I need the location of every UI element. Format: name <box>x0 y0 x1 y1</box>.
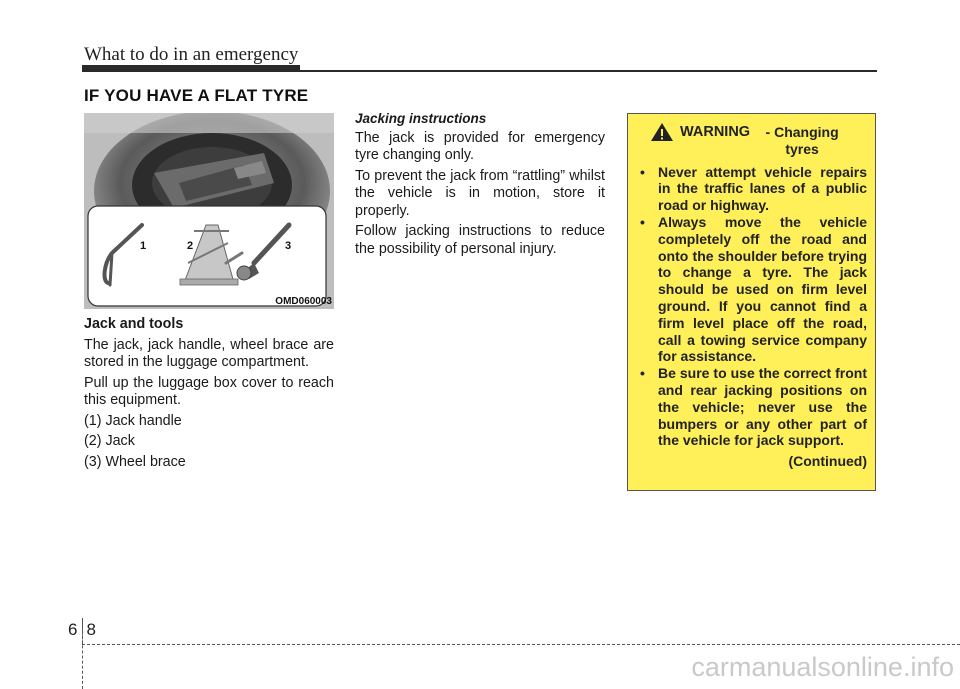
watermark: carmanualsonline.info <box>691 652 954 682</box>
section-heading: IF YOU HAVE A FLAT TYRE <box>84 86 309 105</box>
warning-list <box>638 164 867 450</box>
figure-code: OMD060003 <box>275 296 332 307</box>
list-item: (2) Jack <box>84 433 135 449</box>
jack-tools-subheading: Jack and tools <box>84 316 184 332</box>
middle-column <box>355 110 605 261</box>
list-item <box>638 164 867 214</box>
header-rule-thick <box>82 65 300 72</box>
list-item: (1) Jack handle <box>84 412 182 429</box>
jack-tools-illustration <box>84 113 334 309</box>
callout-3: 3 <box>285 240 292 252</box>
list-item-text: Be sure to use the correct front and rear jacking positions on the vehicle; never use the bumpers or any other part of the vehicle for jack support. <box>658 365 867 449</box>
paragraph: The jack is provided for emergency tyre changing only. <box>355 129 605 163</box>
warning-subtitle: - Changing tyres <box>765 124 839 157</box>
footer-vertical-rule <box>82 620 83 689</box>
footer-rule <box>82 644 960 645</box>
callout-1: 1 <box>140 240 147 252</box>
header-rule-thin <box>300 70 877 72</box>
paragraph: The jack, jack handle, wheel brace are stored in the luggage compartment. <box>84 336 334 370</box>
list-item: (3) Wheel brace <box>84 453 186 470</box>
header-title: What to do in an emergency <box>84 44 299 65</box>
warning-continued: (Continued) <box>788 453 867 470</box>
warning-header <box>638 124 867 158</box>
bullet-icon: • <box>640 163 645 180</box>
jacking-instructions-subheading: Jacking instructions <box>355 111 487 126</box>
bullet-icon: • <box>640 213 645 230</box>
list-item <box>638 214 867 365</box>
left-column <box>84 316 334 474</box>
list-item-text: Never attempt vehicle repairs in the traffic lanes of a public road or highway. <box>658 163 867 214</box>
paragraph: Pull up the luggage box cover to reach this equipment. <box>84 374 334 408</box>
list-item-text: Always move the vehicle completely off the road and onto the shoulder before trying to change a tyre. The jack should be used on firm level ground. If you cannot find a firm level place off the road, call a towing service company for assistance. <box>658 213 867 365</box>
jack-tools-photo <box>84 113 334 309</box>
warning-label: WARNING <box>680 124 751 140</box>
warning-triangle-icon <box>650 122 674 142</box>
paragraph: To prevent the jack from “rattling” whilst the vehicle is in motion, store it properly. <box>355 167 605 219</box>
page-number: 68 <box>68 620 105 639</box>
bullet-icon: • <box>640 365 645 382</box>
warning-box <box>627 113 876 491</box>
list-item <box>638 365 867 449</box>
callout-2: 2 <box>187 240 194 252</box>
paragraph: Follow jacking instructions to reduce the possibility of personal injury. <box>355 223 605 257</box>
